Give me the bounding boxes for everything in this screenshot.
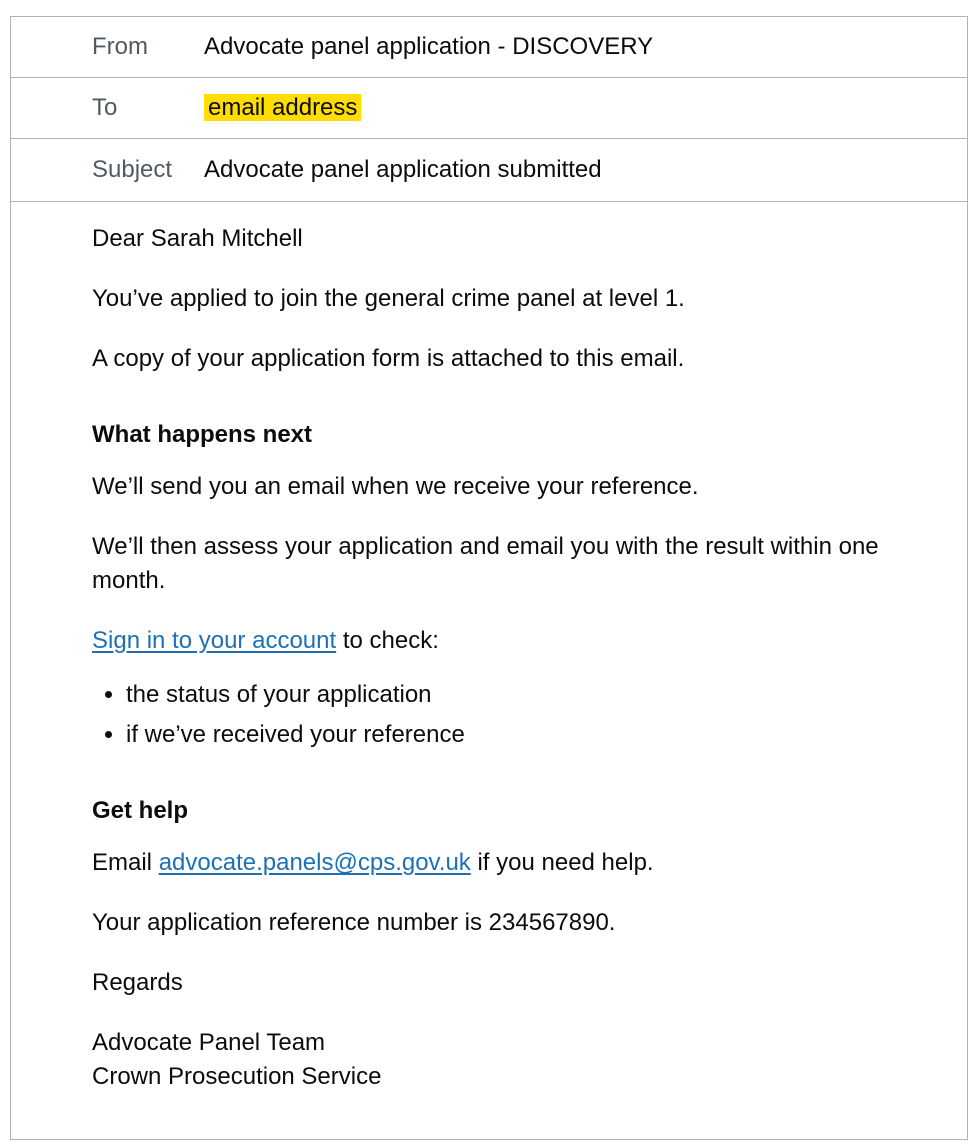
from-value: Advocate panel application - DISCOVERY bbox=[204, 33, 654, 61]
help-heading: Get help bbox=[92, 797, 189, 824]
greeting: Dear Sarah Mitchell bbox=[92, 225, 303, 252]
email-to-row bbox=[11, 78, 967, 139]
list-item: • if we’ve received your reference bbox=[126, 718, 882, 752]
help-suffix: if you need help. bbox=[470, 849, 654, 876]
to-value bbox=[204, 91, 361, 124]
to-placeholder-highlight: email address bbox=[204, 94, 361, 121]
email-body bbox=[11, 202, 882, 1094]
sign-in-suffix: to check: bbox=[336, 627, 439, 654]
from-label: From bbox=[92, 33, 148, 61]
email-subject-row bbox=[11, 139, 967, 202]
next-paragraph-1: We’ll send you an email when we receive your reference. bbox=[92, 473, 699, 500]
copy-attached-text: A copy of your application form is attached to this email. bbox=[92, 345, 685, 372]
next-paragraph-2: We’ll then assess your application and email you with the result within one month. bbox=[92, 533, 879, 594]
applied-text: You’ve applied to join the general crime panel at level 1. bbox=[92, 285, 685, 312]
email-from-row bbox=[11, 17, 967, 78]
subject-value: Advocate panel application submitted bbox=[204, 156, 602, 184]
signature-team: Advocate Panel Team bbox=[92, 1029, 326, 1056]
help-prefix: Email bbox=[92, 849, 159, 876]
regards-text: Regards bbox=[92, 969, 183, 996]
help-email-link[interactable]: advocate.panels@cps.gov.uk bbox=[158, 849, 471, 876]
signature bbox=[92, 1026, 882, 1094]
check-list bbox=[92, 678, 882, 752]
to-label: To bbox=[92, 94, 118, 122]
reference-text: Your application reference number is 234567890. bbox=[92, 909, 616, 936]
sign-in-link[interactable]: Sign in to your account bbox=[92, 627, 337, 654]
next-heading: What happens next bbox=[92, 421, 313, 448]
help-paragraph bbox=[92, 846, 882, 880]
signature-org: Crown Prosecution Service bbox=[92, 1063, 382, 1090]
list-item: • the status of your application bbox=[126, 678, 882, 712]
sign-in-paragraph bbox=[92, 624, 882, 658]
email-preview bbox=[10, 16, 968, 1140]
subject-label: Subject bbox=[92, 156, 173, 184]
